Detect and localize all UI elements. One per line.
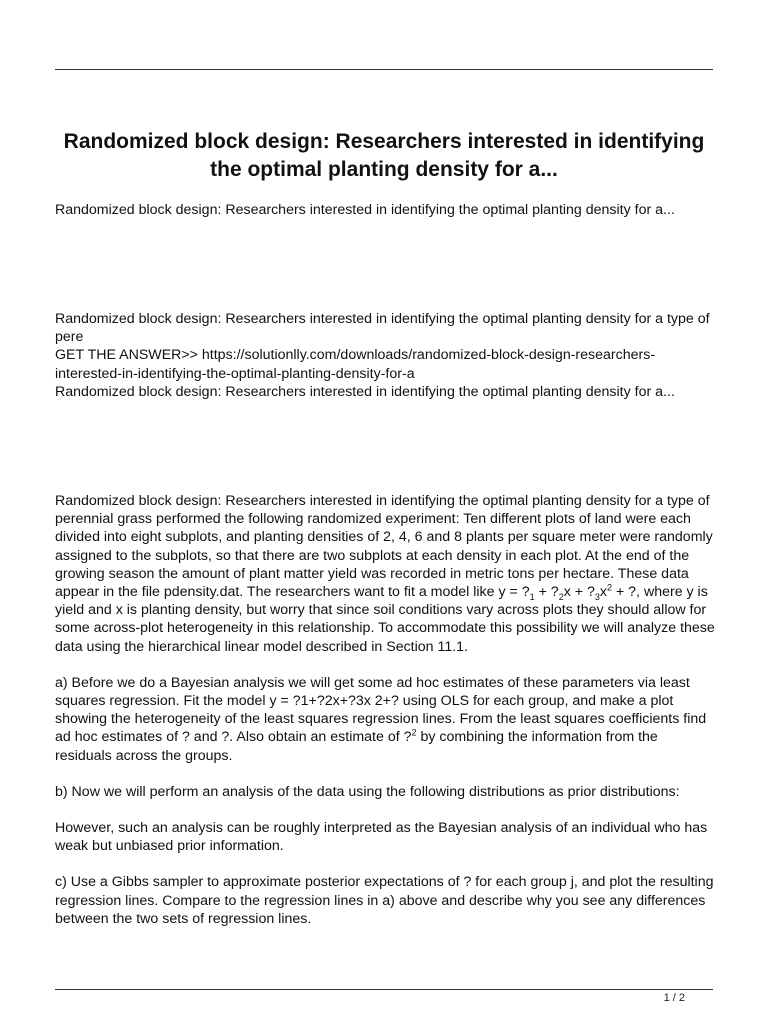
problem-body (55, 492, 715, 928)
part-a-tail: by combining the information from the residuals across the groups. (55, 729, 658, 764)
body-text-e: + ?, where y is yield and x is planting density, but worry that since soil conditions vary across plots they should allow for some across-plot heterogeneity in this relationship. To accommodate this possibility we will analyze these data using the hierarchical linear model described in Section 11.1. (55, 584, 715, 655)
paragraph-gap (55, 656, 715, 674)
teaser-paragraph: Randomized block design: Researchers interested in identifying the optimal planting density for a type of pere (55, 311, 710, 346)
teaser-repeat-paragraph: Randomized block design: Researchers interested in identifying the optimal planting density for a... (55, 383, 675, 400)
beta-3-subscript: 3 (594, 591, 600, 602)
problem-description (55, 492, 715, 656)
answer-link[interactable]: GET THE ANSWER>> https://solutionlly.com/downloads/randomized-block-design-researchers-interested-in-identifying-the-optimal-planting-density-for-a (55, 347, 656, 382)
beta-2-subscript: 2 (558, 591, 564, 602)
part-b-paragraph: b) Now we will perform an analysis of the data using the following distributions as prior distributions: (55, 783, 680, 800)
page-title: Randomized block design: Researchers interested in identifying the optimal planting density for a... (63, 130, 705, 181)
part-c-paragraph: c) Use a Gibbs sampler to approximate posterior expectations of ? for each group j, and plot the resulting regression lines. Compare to the regression lines in a) above and describe why you see any differences between the two sets of regression lines. (55, 874, 714, 927)
part-a-paragraph (55, 674, 715, 765)
beta-1-subscript: 1 (529, 591, 535, 602)
part-a-text: a) Before we do a Bayesian analysis we will get some ad hoc estimates of these parameters via least squares regression. Fit the model y = ?1+?2x+?3x 2+? using OLS for each group, and make a plot showing the heterogeneity of the least squares regression lines. From the least squares coefficients find ad hoc estimates of ? and ?. Also obtain an estimate of ? (55, 674, 707, 746)
bottom-rule (55, 989, 713, 990)
body-text-a: Randomized block design: Researchers interested in identifying the optimal planting density for a type of perennial grass performed the following randomized experiment: Ten different plots of land were each divided into eight subplots, and planting densities of 2, 4, 6 and 8 plants per square meter were randomly assigned to the subplots, so that there are two subplots at each density in each plot. At the end of the growing season the amount of plant matter yield was recorded in metric tons per hectare. These data appear in the file pdensity.dat. The researchers want to fit a model like y = ? (55, 493, 713, 601)
intro-section (55, 201, 715, 219)
paragraph-gap (55, 765, 715, 783)
however-paragraph: However, such an analysis can be roughly interpreted as the Bayesian analysis of an individual who has weak but unbiased prior information. (55, 820, 708, 855)
sigma-squared-superscript: 2 (411, 727, 417, 738)
paragraph-gap (55, 801, 715, 819)
body-text-c: x + ? (563, 584, 595, 601)
body-text-d: x (599, 584, 607, 601)
intro-paragraph: Randomized block design: Researchers interested in identifying the optimal planting density for a... (55, 202, 675, 218)
top-rule (55, 69, 713, 70)
teaser-section (55, 310, 715, 401)
x-squared-superscript: 2 (606, 582, 612, 593)
body-text-b: + ? (534, 584, 559, 601)
paragraph-gap (55, 855, 715, 873)
page-indicator: 1 / 2 (663, 992, 685, 1004)
